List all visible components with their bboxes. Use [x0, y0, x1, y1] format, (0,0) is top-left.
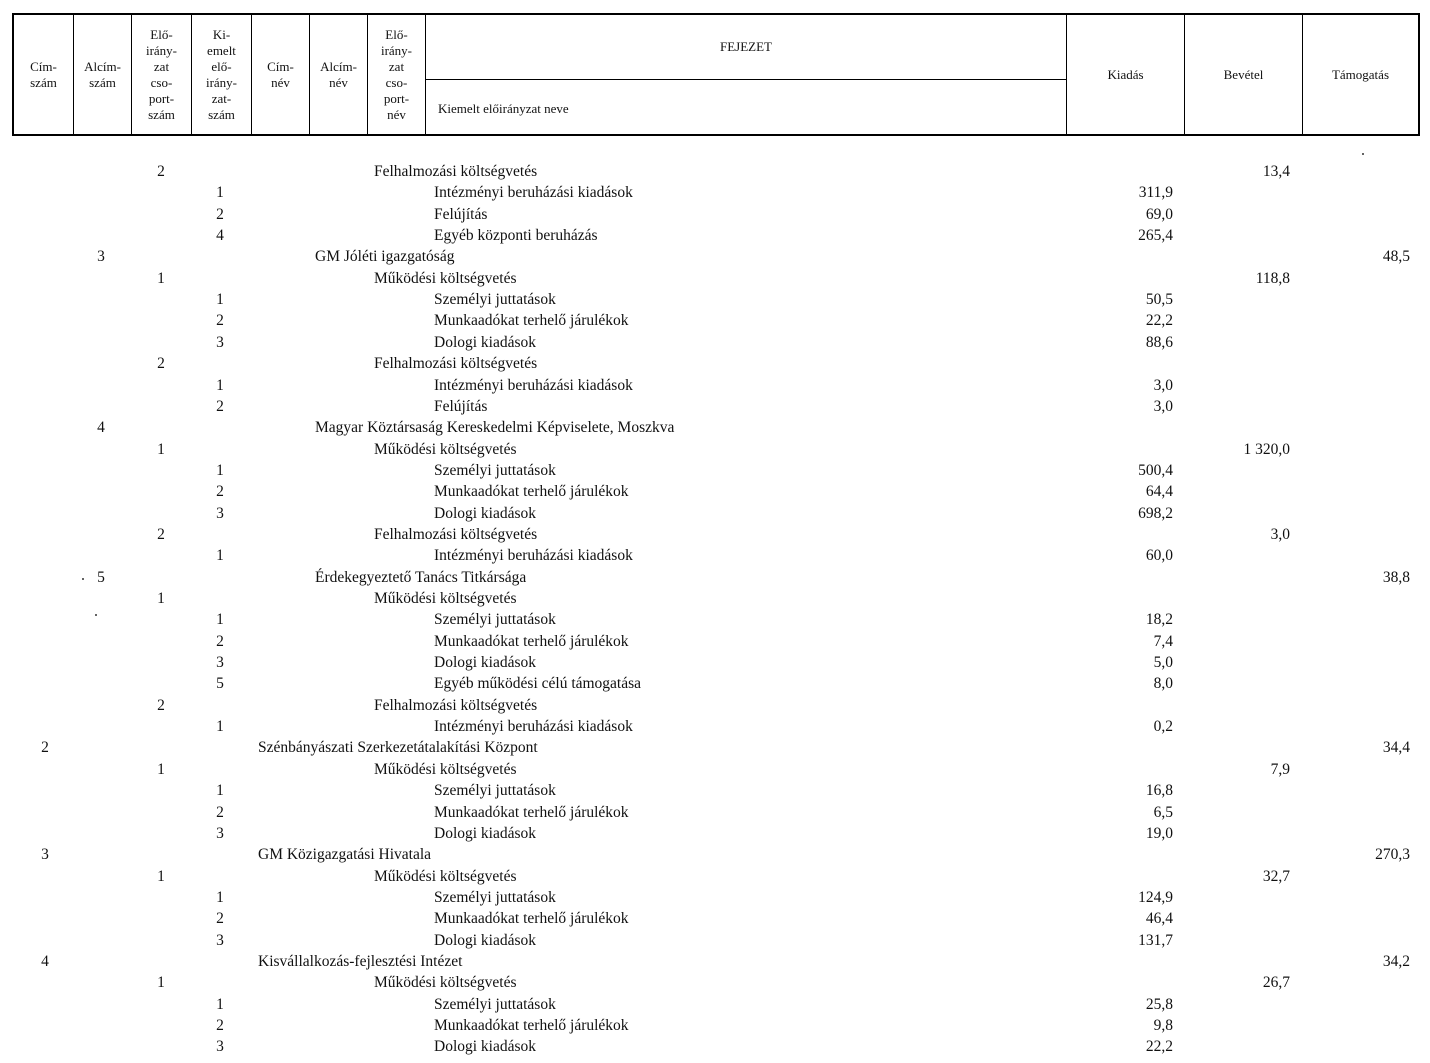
- kiadas-cell: 64,4: [1145, 483, 1173, 501]
- row-name-cell: Érdekegyeztető Tanács Titkársága: [315, 568, 527, 586]
- kiemelt-szam-cell: 1: [216, 184, 224, 202]
- header-kiemelt-nev: Kiemelt előirányzat neve: [438, 101, 569, 116]
- csoport-szam-cell: 2: [157, 355, 165, 373]
- csoport-szam-cell: 1: [157, 269, 165, 287]
- table-row: [0, 974, 1430, 995]
- table-row: [0, 248, 1430, 269]
- row-name-cell: Dologi kiadások: [434, 1038, 537, 1056]
- row-name-cell: Munkaadókat terhelő járulékok: [434, 312, 629, 330]
- row-name-cell: Szénbányászati Szerkezetátalakítási Központ: [258, 739, 538, 757]
- kiemelt-szam-cell: 1: [216, 376, 224, 394]
- header-cim-szam-label: Cím- szám: [30, 58, 57, 90]
- row-name-cell: Munkaadókat terhelő járulékok: [434, 910, 629, 928]
- kiemelt-szam-cell: 3: [216, 1038, 224, 1056]
- row-name-cell: Munkaadókat terhelő járulékok: [434, 483, 629, 501]
- kiadas-cell: 698,2: [1138, 504, 1173, 522]
- table-row: [0, 227, 1430, 248]
- header-tamogatas: [1303, 15, 1418, 134]
- table-row: [0, 868, 1430, 889]
- header-csoport-szam-label: Elő- irány- zat cso- port- szám: [145, 26, 178, 122]
- kiadas-cell: 5,0: [1153, 654, 1173, 672]
- cim-szam-cell: 2: [41, 739, 49, 757]
- kiemelt-szam-cell: 3: [216, 654, 224, 672]
- row-name-cell: Felhalmozási költségvetés: [374, 163, 538, 180]
- csoport-szam-cell: 1: [157, 867, 165, 885]
- table-row: [0, 206, 1430, 227]
- bevetel-cell: 7,9: [1270, 760, 1290, 778]
- csoport-szam-cell: 2: [157, 696, 165, 714]
- kiemelt-szam-cell: 2: [216, 483, 224, 501]
- header-eloiranyzat-csoport-szam: [132, 15, 192, 134]
- table-row: [0, 739, 1430, 760]
- table-row: [0, 355, 1430, 376]
- kiemelt-szam-cell: 5: [216, 675, 224, 693]
- kiadas-cell: 6,5: [1153, 803, 1173, 821]
- row-name-cell: Intézményi beruházási kiadások: [434, 718, 633, 736]
- header-alcim-szam-label: Alcím- szám: [84, 58, 121, 90]
- kiadas-cell: 265,4: [1138, 227, 1173, 245]
- row-name-cell: Működési költségvetés: [374, 760, 517, 778]
- kiemelt-szam-cell: 3: [216, 824, 224, 842]
- row-name-cell: Dologi kiadások: [434, 654, 537, 672]
- table-row: [0, 718, 1430, 739]
- header-kiadas-label: Kiadás: [1107, 66, 1144, 82]
- kiemelt-szam-cell: 4: [216, 227, 224, 245]
- header-fejezet: [426, 15, 1067, 134]
- row-name-cell: Kisvállalkozás-fejlesztési Intézet: [258, 952, 463, 970]
- kiemelt-szam-cell: 2: [216, 205, 224, 223]
- row-name-cell: Intézményi beruházási kiadások: [434, 376, 633, 394]
- scan-speck: [1362, 153, 1364, 155]
- row-name-cell: Felhalmozási költségvetés: [374, 696, 538, 714]
- row-name-cell: Felújítás: [434, 397, 488, 415]
- csoport-szam-cell: 2: [157, 525, 165, 543]
- alcim-szam-cell: 4: [97, 419, 105, 437]
- row-name-cell: Működési költségvetés: [374, 867, 517, 885]
- csoport-szam-cell: 1: [157, 760, 165, 778]
- kiadas-cell: 46,4: [1145, 910, 1173, 928]
- table-row: [0, 505, 1430, 526]
- header-kiadas: [1067, 15, 1185, 134]
- table-row: [0, 697, 1430, 718]
- row-name-cell: Felújítás: [434, 205, 488, 223]
- bevetel-cell: 3,0: [1270, 525, 1290, 543]
- kiadas-cell: 0,2: [1153, 718, 1173, 736]
- kiadas-cell: 311,9: [1138, 184, 1173, 202]
- tamogatas-cell: 34,2: [1382, 952, 1410, 970]
- header-eloiranyzat-csoport-nev: [368, 15, 426, 134]
- table-row: [0, 312, 1430, 333]
- kiemelt-szam-cell: 1: [216, 718, 224, 736]
- table-row: [0, 804, 1430, 825]
- tamogatas-cell: 34,4: [1382, 739, 1410, 757]
- table-row: [0, 825, 1430, 846]
- table-row: [0, 932, 1430, 953]
- kiemelt-szam-cell: 2: [216, 312, 224, 330]
- alcim-szam-cell: 3: [97, 248, 105, 266]
- row-name-cell: Felhalmozási költségvetés: [374, 355, 538, 373]
- row-name-cell: Működési költségvetés: [374, 440, 517, 458]
- csoport-szam-cell: 1: [157, 440, 165, 458]
- row-name-cell: Működési költségvetés: [374, 590, 517, 607]
- tamogatas-cell: 38,8: [1382, 568, 1410, 586]
- table-row: [0, 761, 1430, 782]
- header-tamogatas-label: Támogatás: [1331, 66, 1390, 82]
- bevetel-cell: 26,7: [1262, 974, 1290, 992]
- header-fejezet-title: FEJEZET: [426, 15, 1066, 80]
- table-row: [0, 163, 1430, 184]
- kiadas-cell: 8,0: [1153, 675, 1173, 693]
- table-row: [0, 291, 1430, 312]
- row-name-cell: Működési költségvetés: [374, 974, 517, 992]
- row-name-cell: Személyi juttatások: [434, 291, 556, 309]
- kiadas-cell: 16,8: [1145, 782, 1173, 800]
- kiemelt-szam-cell: 2: [216, 397, 224, 415]
- header-cim-nev: [252, 15, 310, 134]
- row-name-cell: Működési költségvetés: [374, 269, 517, 287]
- table-row: [0, 910, 1430, 931]
- table-row: [0, 675, 1430, 696]
- row-name-cell: Felhalmozási költségvetés: [374, 525, 538, 543]
- table-header: [12, 13, 1420, 136]
- tamogatas-cell: 270,3: [1375, 846, 1410, 864]
- cim-szam-cell: 3: [41, 846, 49, 864]
- header-kiemelt-szam-label: Ki- emelt elő- irány- zat- szám: [205, 26, 238, 122]
- table-row: [0, 270, 1430, 291]
- kiemelt-szam-cell: 1: [216, 782, 224, 800]
- row-name-cell: Intézményi beruházási kiadások: [434, 184, 633, 202]
- header-alcim-nev-label: Alcím- név: [320, 58, 357, 90]
- kiemelt-szam-cell: 1: [216, 461, 224, 479]
- row-name-cell: Személyi juttatások: [434, 995, 556, 1013]
- row-name-cell: Személyi juttatások: [434, 888, 556, 906]
- kiadas-cell: 88,6: [1145, 333, 1173, 351]
- csoport-szam-cell: 2: [157, 163, 165, 180]
- header-alcim-nev: [310, 15, 368, 134]
- kiadas-cell: 3,0: [1153, 397, 1173, 415]
- row-name-cell: Személyi juttatások: [434, 611, 556, 629]
- header-bevetel: [1185, 15, 1303, 134]
- kiadas-cell: 18,2: [1145, 611, 1173, 629]
- row-name-cell: GM Jóléti igazgatóság: [315, 248, 455, 266]
- table-row: [0, 547, 1430, 568]
- table-row: [0, 611, 1430, 632]
- kiadas-cell: 124,9: [1138, 888, 1173, 906]
- kiadas-cell: 69,0: [1145, 205, 1173, 223]
- row-name-cell: Egyéb működési célú támogatása: [434, 675, 642, 693]
- alcim-szam-cell: 5: [97, 568, 105, 586]
- kiadas-cell: 22,2: [1145, 312, 1173, 330]
- kiadas-cell: 500,4: [1138, 461, 1173, 479]
- bevetel-cell: 13,4: [1262, 163, 1290, 180]
- row-name-cell: Dologi kiadások: [434, 824, 537, 842]
- kiemelt-szam-cell: 2: [216, 632, 224, 650]
- header-cim-nev-label: Cím- név: [267, 58, 294, 90]
- header-alcim-szam: [74, 15, 132, 134]
- header-cim-szam: [14, 15, 74, 134]
- table-row: [0, 184, 1430, 205]
- table-row: [0, 377, 1430, 398]
- table-row: [0, 462, 1430, 483]
- row-name-cell: Munkaadókat terhelő járulékok: [434, 632, 629, 650]
- bevetel-cell: 32,7: [1262, 867, 1290, 885]
- table-row: [0, 782, 1430, 803]
- table-row: [0, 846, 1430, 867]
- kiemelt-szam-cell: 1: [216, 291, 224, 309]
- kiadas-cell: 19,0: [1145, 824, 1173, 842]
- kiemelt-szam-cell: 1: [216, 547, 224, 565]
- table-row: [0, 996, 1430, 1017]
- row-name-cell: Egyéb központi beruházás: [434, 227, 598, 245]
- table-row: [0, 441, 1430, 462]
- bevetel-cell: 118,8: [1255, 269, 1290, 287]
- kiemelt-szam-cell: 3: [216, 504, 224, 522]
- kiadas-cell: 50,5: [1145, 291, 1173, 309]
- table-row: [0, 483, 1430, 504]
- tamogatas-cell: 48,5: [1382, 248, 1410, 266]
- cim-szam-cell: 4: [41, 952, 49, 970]
- kiadas-cell: 7,4: [1153, 632, 1173, 650]
- table-row: [0, 398, 1430, 419]
- kiemelt-szam-cell: 1: [216, 888, 224, 906]
- table-row: [0, 1038, 1430, 1059]
- kiemelt-szam-cell: 1: [216, 611, 224, 629]
- table-row: [0, 590, 1430, 611]
- scan-speck: [82, 578, 84, 580]
- row-name-cell: Munkaadókat terhelő járulékok: [434, 803, 629, 821]
- kiemelt-szam-cell: 2: [216, 803, 224, 821]
- kiemelt-szam-cell: 3: [216, 931, 224, 949]
- kiadas-cell: 22,2: [1145, 1038, 1173, 1056]
- kiemelt-szam-cell: 3: [216, 333, 224, 351]
- kiadas-cell: 9,8: [1153, 1017, 1173, 1034]
- row-name-cell: GM Közigazgatási Hivatala: [258, 846, 432, 864]
- header-kiemelt-eloiranyzat-szam: [192, 15, 252, 134]
- kiemelt-szam-cell: 2: [216, 1017, 224, 1034]
- kiemelt-szam-cell: 2: [216, 910, 224, 928]
- table-row: [0, 889, 1430, 910]
- scan-speck: [95, 614, 97, 616]
- row-name-cell: Dologi kiadások: [434, 333, 537, 351]
- table-row: [0, 1017, 1430, 1038]
- row-name-cell: Magyar Köztársaság Kereskedelmi Képviselete, Moszkva: [315, 419, 675, 437]
- row-name-cell: Személyi juttatások: [434, 782, 556, 800]
- row-name-cell: Dologi kiadások: [434, 931, 537, 949]
- csoport-szam-cell: 1: [157, 590, 165, 607]
- row-name-cell: Dologi kiadások: [434, 504, 537, 522]
- row-name-cell: Intézményi beruházási kiadások: [434, 547, 633, 565]
- table-row: [0, 569, 1430, 590]
- table-row: [0, 334, 1430, 355]
- csoport-szam-cell: 1: [157, 974, 165, 992]
- table-row: [0, 633, 1430, 654]
- kiadas-cell: 3,0: [1153, 376, 1173, 394]
- kiadas-cell: 131,7: [1138, 931, 1173, 949]
- kiemelt-szam-cell: 1: [216, 995, 224, 1013]
- table-row: [0, 953, 1430, 974]
- kiadas-cell: 60,0: [1145, 547, 1173, 565]
- table-row: [0, 654, 1430, 675]
- header-csoport-nev-label: Elő- irány- zat cso- port- név: [380, 26, 413, 122]
- bevetel-cell: 1 320,0: [1243, 440, 1290, 458]
- table-row: [0, 526, 1430, 547]
- row-name-cell: Személyi juttatások: [434, 461, 556, 479]
- header-bevetel-label: Bevétel: [1223, 66, 1264, 82]
- kiadas-cell: 25,8: [1145, 995, 1173, 1013]
- row-name-cell: Munkaadókat terhelő járulékok: [434, 1017, 629, 1034]
- table-row: [0, 419, 1430, 440]
